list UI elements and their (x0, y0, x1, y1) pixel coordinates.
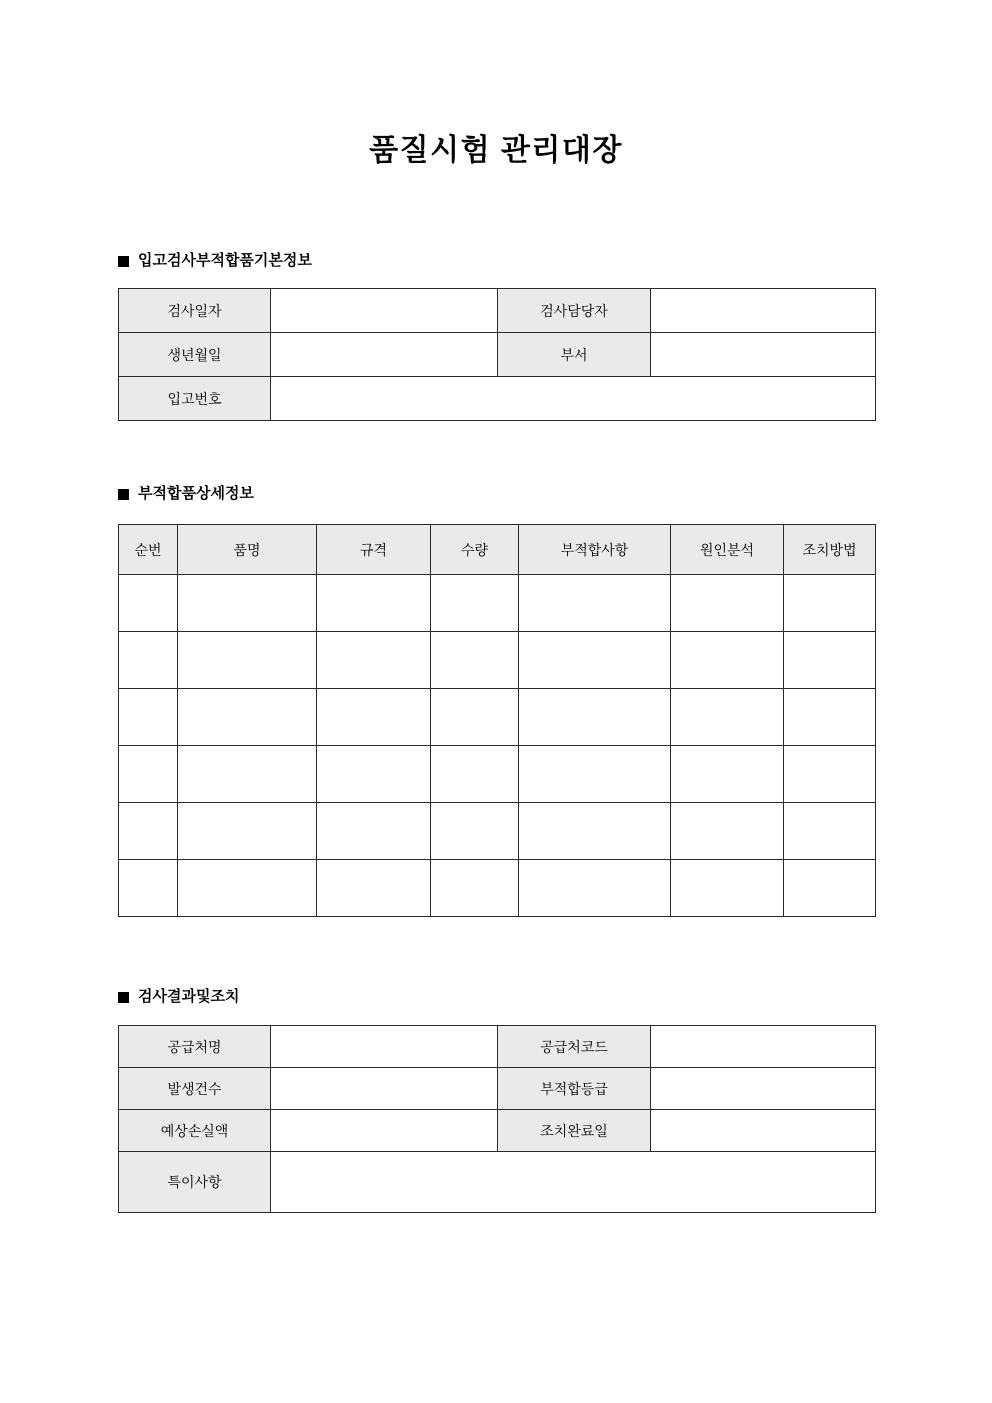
table-row (119, 1026, 876, 1068)
table-row (119, 860, 876, 917)
cell-spec[interactable] (317, 860, 431, 917)
cell-cause-analysis[interactable] (671, 803, 784, 860)
value-department[interactable] (651, 333, 876, 377)
section-heading-label: 입고검사부적합품기본정보 (138, 252, 312, 269)
column-header-cause-analysis: 원인분석 (671, 525, 784, 575)
nonconformity-detail-table (118, 524, 876, 917)
label-inspection-date: 검사일자 (119, 289, 271, 333)
cell-cause-analysis[interactable] (671, 860, 784, 917)
cell-seq[interactable] (119, 689, 178, 746)
cell-item-name[interactable] (178, 632, 317, 689)
cell-quantity[interactable] (431, 575, 519, 632)
label-occurrence-count: 발생건수 (119, 1068, 271, 1110)
cell-spec[interactable] (317, 746, 431, 803)
table-row (119, 1068, 876, 1110)
table-row (119, 1152, 876, 1213)
basic-info-table (118, 288, 876, 421)
cell-nonconformity[interactable] (519, 746, 671, 803)
cell-action-method[interactable] (784, 860, 876, 917)
table-row (119, 575, 876, 632)
cell-spec[interactable] (317, 575, 431, 632)
cell-quantity[interactable] (431, 632, 519, 689)
table-row (119, 1110, 876, 1152)
cell-seq[interactable] (119, 860, 178, 917)
table-row (119, 632, 876, 689)
column-header-action-method: 조치방법 (784, 525, 876, 575)
value-estimated-loss[interactable] (271, 1110, 498, 1152)
cell-seq[interactable] (119, 746, 178, 803)
cell-quantity[interactable] (431, 689, 519, 746)
cell-nonconformity[interactable] (519, 803, 671, 860)
inspection-result-table (118, 1025, 876, 1213)
section-heading-label: 검사결과및조치 (138, 988, 240, 1005)
cell-seq[interactable] (119, 803, 178, 860)
cell-quantity[interactable] (431, 746, 519, 803)
cell-quantity[interactable] (431, 860, 519, 917)
cell-spec[interactable] (317, 689, 431, 746)
table-header-row (119, 525, 876, 575)
cell-cause-analysis[interactable] (671, 689, 784, 746)
column-header-spec: 규격 (317, 525, 431, 575)
cell-spec[interactable] (317, 632, 431, 689)
table-row (119, 289, 876, 333)
value-receipt-number[interactable] (271, 377, 876, 421)
label-supplier-name: 공급처명 (119, 1026, 271, 1068)
cell-nonconformity[interactable] (519, 689, 671, 746)
cell-item-name[interactable] (178, 746, 317, 803)
cell-nonconformity[interactable] (519, 632, 671, 689)
label-inspector: 검사담당자 (498, 289, 651, 333)
value-birth-date[interactable] (271, 333, 498, 377)
section-heading-result-action (118, 987, 239, 1007)
table-row (119, 746, 876, 803)
label-birth-date: 생년월일 (119, 333, 271, 377)
cell-item-name[interactable] (178, 860, 317, 917)
page-title: 품질시험 관리대장 (369, 134, 623, 167)
cell-item-name[interactable] (178, 689, 317, 746)
cell-cause-analysis[interactable] (671, 575, 784, 632)
value-inspector[interactable] (651, 289, 876, 333)
value-inspection-date[interactable] (271, 289, 498, 333)
cell-action-method[interactable] (784, 746, 876, 803)
column-header-item-name: 품명 (178, 525, 317, 575)
label-nonconformity-grade: 부적합등급 (498, 1068, 651, 1110)
cell-seq[interactable] (119, 632, 178, 689)
cell-action-method[interactable] (784, 575, 876, 632)
square-bullet-icon (118, 489, 129, 500)
value-action-completion-date[interactable] (651, 1110, 876, 1152)
label-remarks: 특이사항 (119, 1152, 271, 1213)
cell-item-name[interactable] (178, 803, 317, 860)
value-supplier-code[interactable] (651, 1026, 876, 1068)
cell-item-name[interactable] (178, 575, 317, 632)
table-row (119, 803, 876, 860)
section-heading-basic-info (118, 251, 312, 271)
column-header-nonconformity: 부적합사항 (519, 525, 671, 575)
label-supplier-code: 공급처코드 (498, 1026, 651, 1068)
cell-cause-analysis[interactable] (671, 746, 784, 803)
section-heading-label: 부적합품상세정보 (138, 485, 254, 502)
table-row (119, 377, 876, 421)
label-receipt-number: 입고번호 (119, 377, 271, 421)
square-bullet-icon (118, 992, 129, 1003)
cell-nonconformity[interactable] (519, 860, 671, 917)
value-remarks[interactable] (271, 1152, 876, 1213)
cell-action-method[interactable] (784, 689, 876, 746)
cell-action-method[interactable] (784, 803, 876, 860)
cell-cause-analysis[interactable] (671, 632, 784, 689)
cell-seq[interactable] (119, 575, 178, 632)
value-supplier-name[interactable] (271, 1026, 498, 1068)
column-header-quantity: 수량 (431, 525, 519, 575)
table-row (119, 333, 876, 377)
section-heading-detail-info (118, 484, 254, 504)
label-action-completion-date: 조치완료일 (498, 1110, 651, 1152)
column-header-seq: 순번 (119, 525, 178, 575)
cell-nonconformity[interactable] (519, 575, 671, 632)
value-nonconformity-grade[interactable] (651, 1068, 876, 1110)
label-estimated-loss: 예상손실액 (119, 1110, 271, 1152)
value-occurrence-count[interactable] (271, 1068, 498, 1110)
cell-action-method[interactable] (784, 632, 876, 689)
square-bullet-icon (118, 256, 129, 267)
label-department: 부서 (498, 333, 651, 377)
table-row (119, 689, 876, 746)
cell-quantity[interactable] (431, 803, 519, 860)
cell-spec[interactable] (317, 803, 431, 860)
